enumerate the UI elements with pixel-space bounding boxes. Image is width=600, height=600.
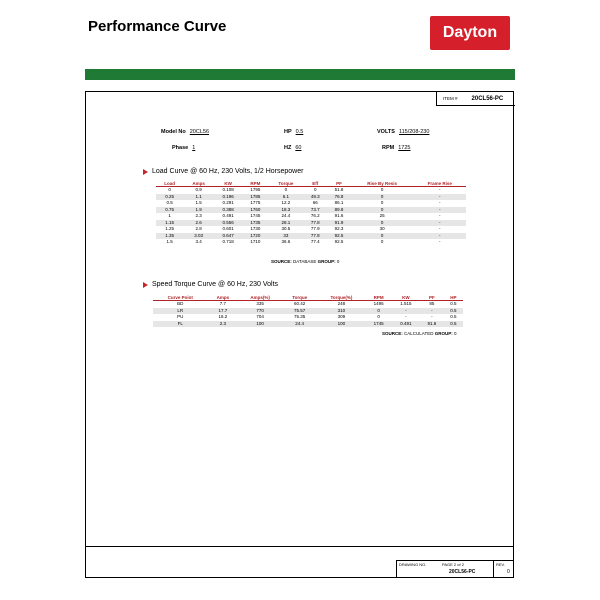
- load-table-row: [156, 239, 466, 246]
- table-cell: 0.196: [214, 194, 242, 201]
- table-cell: -: [414, 194, 467, 201]
- table-cell: 1.25: [165, 226, 175, 231]
- table-cell: 2.8: [195, 226, 202, 231]
- table-cell: 0: [380, 187, 384, 192]
- load-curve-title-text: Load Curve @ 60 Hz, 230 Volts, 1/2 Horsepower: [152, 168, 304, 175]
- table-cell: 24.4: [281, 213, 291, 218]
- load-table-row: [156, 187, 466, 194]
- spec-hp: [284, 129, 303, 135]
- red-arrow-icon: [143, 282, 148, 288]
- table-cell: 0: [366, 308, 392, 315]
- speed-torque-table-row: [153, 321, 463, 328]
- load-group-value: 0: [336, 259, 340, 264]
- table-cell: 3.03: [183, 233, 214, 240]
- column-header: Torque: [282, 290, 317, 301]
- table-cell: 0.5: [166, 200, 173, 205]
- table-cell: 36.6: [281, 239, 291, 244]
- table-cell: 85: [429, 301, 435, 306]
- table-cell: 73.7: [303, 207, 327, 214]
- table-cell: 77.8: [303, 220, 327, 227]
- column-header: KW: [392, 290, 420, 301]
- spec-rpm: [382, 145, 410, 151]
- speed-torque-title-text: Speed Torque Curve @ 60 Hz, 230 Volts: [152, 281, 279, 288]
- table-cell: 100: [317, 321, 365, 328]
- spec-model: [161, 129, 209, 135]
- table-cell: 1785: [242, 194, 268, 201]
- column-header: Load: [156, 176, 183, 187]
- column-header: PF: [420, 290, 444, 301]
- table-cell: 1.9: [183, 207, 214, 214]
- table-cell: 0: [380, 200, 384, 205]
- column-header: KW: [214, 176, 242, 187]
- table-cell: 704: [256, 314, 264, 319]
- table-cell: 24.4: [282, 321, 317, 328]
- table-cell: 0.647: [214, 233, 242, 240]
- table-cell: 0: [380, 239, 384, 244]
- table-cell: -: [420, 308, 444, 315]
- table-cell: 77.9: [310, 226, 320, 231]
- table-cell: 0.556: [214, 220, 242, 227]
- table-cell: 86.1: [334, 200, 344, 205]
- table-cell: 1710: [250, 239, 261, 244]
- table-cell: 1775: [250, 200, 261, 205]
- phase-label: Phase: [172, 145, 189, 151]
- load-curve-table: [156, 176, 466, 246]
- table-cell: 770: [238, 308, 282, 315]
- table-cell: 100: [238, 321, 282, 328]
- table-cell: -: [414, 207, 467, 214]
- table-cell: 1720: [242, 233, 268, 240]
- drawing-number-value: 20CL56-PC: [449, 569, 476, 575]
- table-cell: 1.35: [156, 233, 183, 240]
- column-header: RPM: [366, 290, 392, 301]
- rpm-label: RPM: [382, 145, 395, 151]
- table-cell: 1795: [250, 187, 261, 192]
- table-cell: 77.8: [303, 233, 327, 240]
- page-title: Performance Curve: [88, 18, 227, 35]
- table-cell: -: [414, 220, 467, 227]
- table-cell: 2.6: [183, 220, 214, 227]
- column-header: RPM: [242, 176, 268, 187]
- table-cell: 309: [337, 314, 346, 319]
- table-cell: -: [439, 226, 441, 231]
- table-cell: LR: [153, 308, 208, 315]
- table-cell: 310: [317, 308, 365, 315]
- table-cell: 92.5: [334, 239, 344, 244]
- table-cell: 0.75: [156, 207, 183, 214]
- table-cell: 89.8: [327, 207, 351, 214]
- table-cell: 0.5: [450, 314, 457, 319]
- table-cell: 335: [256, 301, 264, 306]
- page-indicator: PAGE 2 of 2: [442, 562, 464, 567]
- table-cell: 0.491: [222, 213, 234, 218]
- table-cell: 0: [351, 220, 414, 227]
- item-value: 20CL56-PC: [471, 95, 504, 102]
- rev-label: REV.: [496, 562, 505, 567]
- table-cell: -: [439, 200, 441, 205]
- st-source-label: SOURCE:: [382, 331, 403, 336]
- table-cell: 76.2: [310, 213, 320, 218]
- table-cell: 7.7: [219, 301, 226, 306]
- hz-value: 60: [295, 145, 302, 151]
- table-cell: 0: [351, 233, 414, 240]
- table-cell: 0.388: [214, 207, 242, 214]
- table-cell: 51.8: [334, 187, 344, 192]
- table-cell: 1745: [250, 213, 261, 218]
- drawing-frame: [85, 91, 514, 578]
- footer-divider: [86, 546, 513, 547]
- table-cell: 0: [351, 207, 414, 214]
- table-cell: 0: [377, 314, 380, 319]
- column-header: Frame Rise: [414, 176, 467, 187]
- speed-torque-table: [153, 290, 463, 327]
- load-header-row: [156, 176, 466, 187]
- drawing-number-box: [396, 560, 493, 577]
- table-cell: 0.601: [222, 226, 234, 231]
- table-cell: 0.5: [444, 321, 463, 328]
- volts-value: 115/208-230: [398, 129, 430, 135]
- spec-phase: [172, 145, 195, 151]
- table-cell: 91.9: [327, 220, 351, 227]
- table-cell: 0.291: [222, 200, 234, 205]
- hp-value: 0.5: [295, 129, 304, 135]
- table-cell: 0.5: [444, 308, 463, 315]
- speed-torque-table-row: [153, 301, 463, 308]
- table-cell: 0: [351, 194, 414, 201]
- table-cell: 1.515: [400, 301, 412, 306]
- table-cell: -: [405, 314, 407, 319]
- table-cell: 0.108: [222, 187, 234, 192]
- table-cell: 49.3: [303, 194, 327, 201]
- column-header: HP: [444, 290, 463, 301]
- table-cell: 66: [312, 200, 318, 205]
- load-curve-title: [143, 168, 303, 175]
- table-cell: 16.2: [218, 314, 228, 319]
- st-source-value: CALCULATED: [404, 331, 434, 336]
- table-cell: 3.4: [195, 239, 202, 244]
- table-cell: 0.491: [392, 321, 420, 328]
- column-header: Amps: [183, 176, 214, 187]
- table-cell: 1: [168, 213, 171, 218]
- table-cell: 76.8: [327, 194, 351, 201]
- st-group-label: GROUP:: [434, 331, 453, 336]
- model-value: 20CL56: [189, 129, 210, 135]
- table-cell: 0: [284, 187, 288, 192]
- table-cell: 92.5: [327, 233, 351, 240]
- table-cell: 91.6: [420, 321, 444, 328]
- load-source-value: DATABASE: [293, 259, 317, 264]
- table-cell: -: [439, 187, 441, 192]
- table-cell: 1495: [373, 301, 384, 306]
- table-cell: 75.57: [282, 308, 317, 315]
- phase-value: 1: [192, 145, 196, 151]
- table-cell: 1.5: [166, 239, 173, 244]
- table-cell: -: [392, 308, 420, 315]
- table-cell: 2.3: [208, 321, 239, 328]
- table-cell: 0.5: [450, 301, 457, 306]
- speed-torque-title: [143, 281, 278, 288]
- table-cell: 92.3: [334, 226, 344, 231]
- item-number-box: [436, 92, 515, 106]
- hz-label: HZ: [284, 145, 292, 151]
- table-cell: 1735: [242, 220, 268, 227]
- item-label: ITEM #: [443, 96, 458, 101]
- column-header: Eff: [303, 176, 327, 187]
- table-cell: 60.42: [294, 301, 306, 306]
- red-arrow-icon: [143, 169, 148, 175]
- column-header: Amps(%): [238, 290, 282, 301]
- table-cell: BD: [177, 301, 184, 306]
- table-cell: 248: [337, 301, 346, 306]
- table-cell: 17.7: [208, 308, 239, 315]
- table-cell: 18.3: [268, 207, 303, 214]
- speed-torque-source-note: [382, 331, 457, 336]
- load-table-body: [156, 187, 466, 246]
- dayton-logo: Dayton: [430, 16, 510, 50]
- table-cell: 30: [379, 226, 385, 231]
- load-source-note: [271, 259, 339, 264]
- rpm-value: 1725: [398, 145, 411, 151]
- table-cell: 75.35: [294, 314, 306, 319]
- table-cell: 28.1: [268, 220, 303, 227]
- column-header: Amps: [208, 290, 239, 301]
- column-header: PF: [327, 176, 351, 187]
- table-cell: -: [414, 233, 467, 240]
- table-cell: 25: [379, 213, 385, 218]
- table-cell: 1.15: [156, 220, 183, 227]
- load-source-label: SOURCE:: [271, 259, 292, 264]
- speed-torque-table-body: [153, 301, 463, 328]
- hp-label: HP: [284, 129, 292, 135]
- column-header: Torque(%): [317, 290, 365, 301]
- table-cell: 77.4: [310, 239, 320, 244]
- column-header: Rise By Resis: [351, 176, 414, 187]
- spec-volts: [377, 129, 429, 135]
- table-cell: 0: [314, 187, 317, 192]
- table-cell: 12.2: [281, 200, 291, 205]
- column-header: Curve Point: [153, 290, 208, 301]
- table-cell: -: [439, 239, 441, 244]
- table-cell: -: [439, 213, 441, 218]
- table-cell: 1760: [242, 207, 268, 214]
- table-cell: 6.1: [268, 194, 303, 201]
- revision-box: [493, 560, 513, 577]
- speed-torque-header-row: [153, 290, 463, 301]
- table-cell: 2.3: [195, 213, 202, 218]
- drawing-label: DRAWING NO.: [399, 562, 427, 567]
- volts-label: VOLTS: [377, 129, 395, 135]
- model-label: Model No: [161, 129, 186, 135]
- table-cell: 0: [168, 187, 171, 192]
- rev-value: 0: [507, 569, 510, 575]
- table-cell: 1730: [250, 226, 261, 231]
- spec-hz: [284, 145, 301, 151]
- column-header: Torque: [268, 176, 303, 187]
- table-cell: 0.9: [195, 187, 202, 192]
- table-cell: 1745: [366, 321, 392, 328]
- table-cell: 30.5: [281, 226, 291, 231]
- table-cell: 1.5: [195, 200, 202, 205]
- table-cell: 33: [268, 233, 303, 240]
- load-group-label: GROUP:: [317, 259, 336, 264]
- table-cell: 0.718: [222, 239, 234, 244]
- table-cell: 1.1: [183, 194, 214, 201]
- table-cell: PU: [177, 314, 184, 319]
- table-cell: 91.6: [334, 213, 344, 218]
- header-divider-bar: [85, 69, 515, 80]
- st-group-value: 0: [454, 331, 457, 336]
- table-cell: -: [431, 314, 433, 319]
- table-cell: FL: [153, 321, 208, 328]
- table-cell: 0.25: [156, 194, 183, 201]
